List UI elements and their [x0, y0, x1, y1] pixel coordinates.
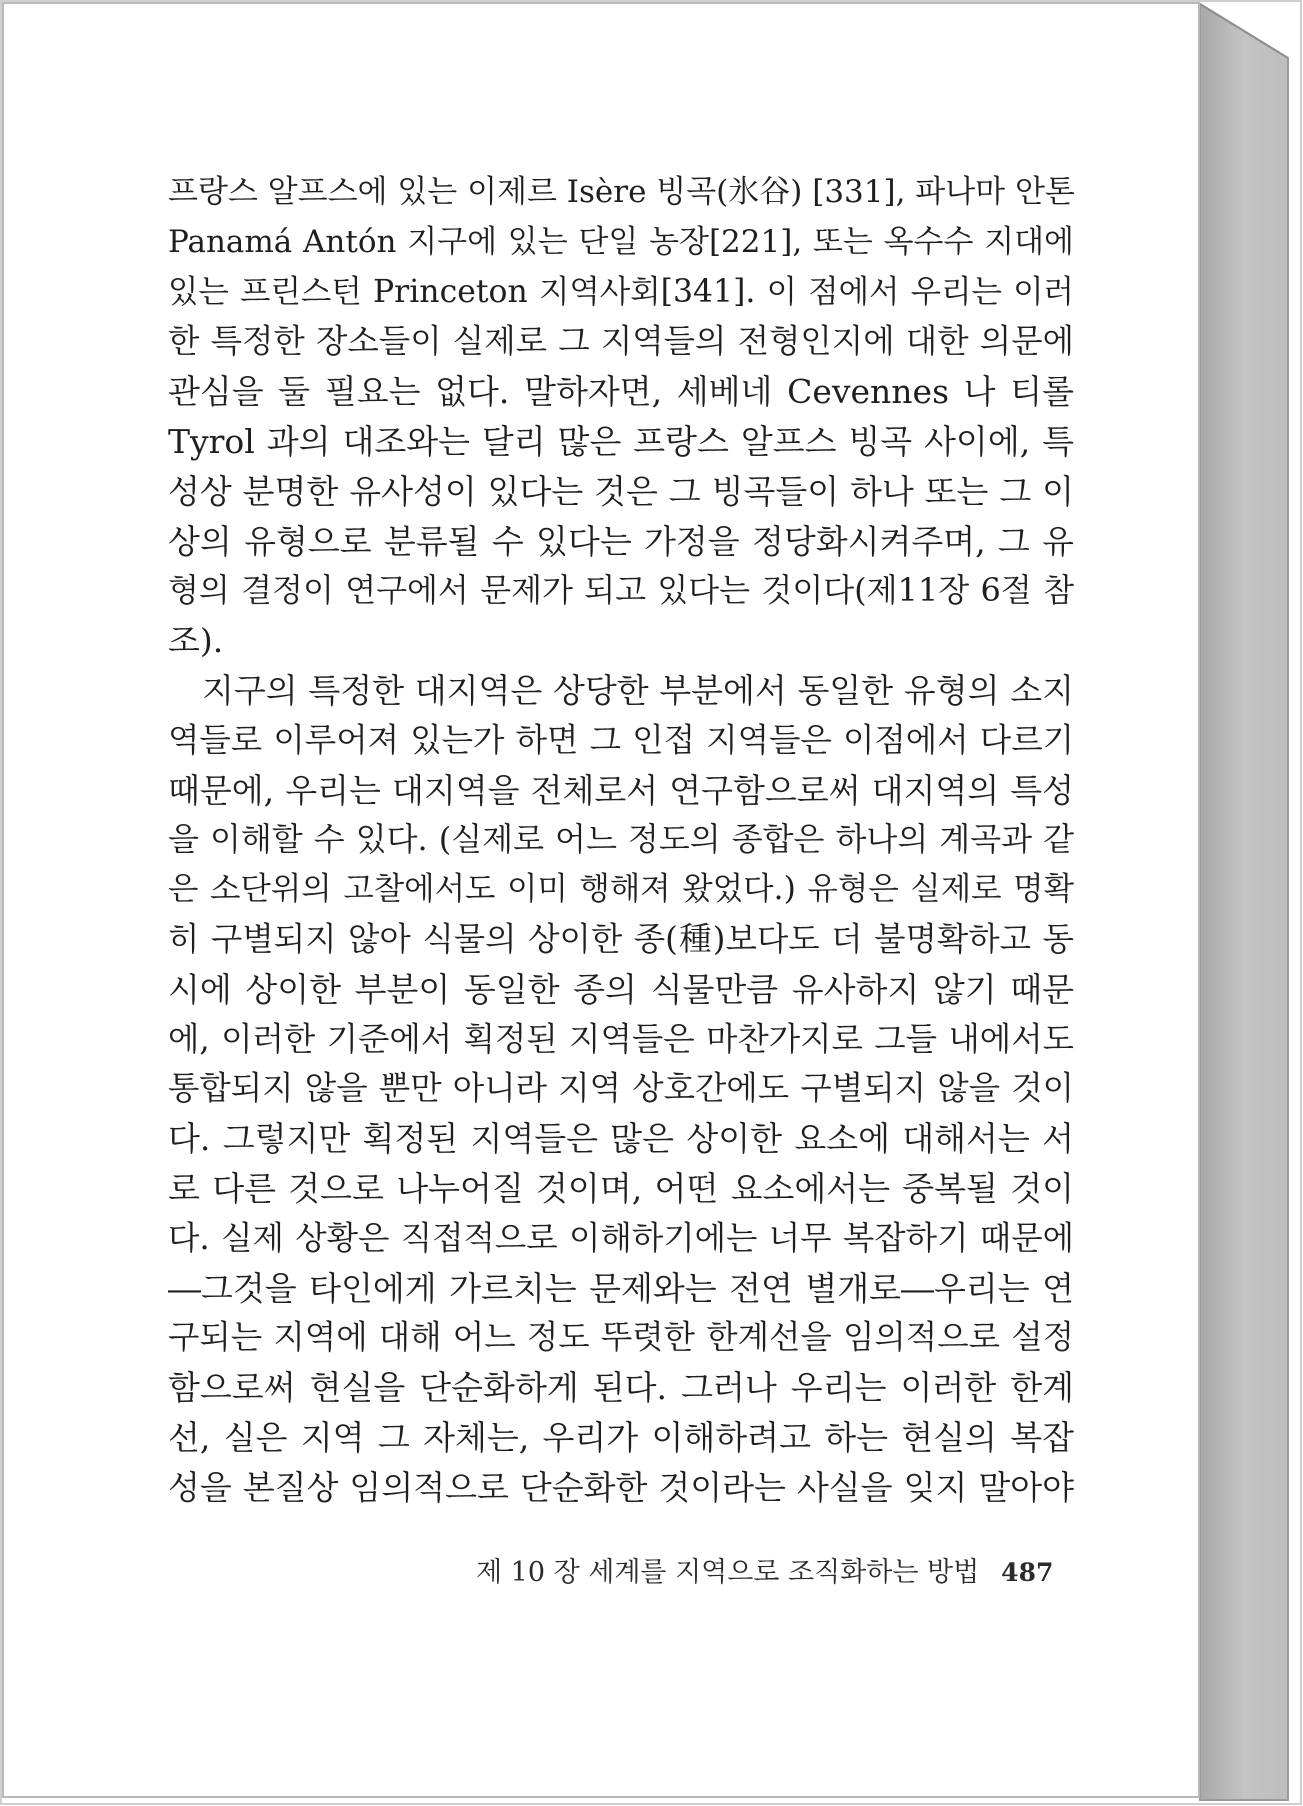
text-line: 한 특정한 장소들이 실제로 그 지역들의 전형인지에 대한 의문에 — [168, 322, 1074, 361]
paragraph-1 — [168, 168, 1074, 666]
text-line: 히 구별되지 않아 식물의 상이한 종(種)보다도 더 불명확하고 동 — [168, 919, 1074, 958]
body-text — [168, 168, 1074, 1513]
text-line: 통합되지 않을 뿐만 아니라 지역 상호간에도 구별되지 않을 것이 — [168, 1069, 1074, 1108]
text-line: 형의 결정이 연구에서 문제가 되고 있다는 것이다(제11장 6절 참 — [168, 571, 1074, 610]
book-side-face — [1200, 4, 1288, 1800]
paragraph-2 — [168, 666, 1074, 1513]
text-line: 로 다른 것으로 나누어질 것이며, 어떤 요소에서는 중복될 것이 — [168, 1168, 1074, 1208]
text-line: 구되는 지역에 대해 어느 정도 뚜렷한 한계선을 임의적으로 설정 — [168, 1318, 1074, 1357]
text-line: 때문에, 우리는 대지역을 전체로서 연구함으로써 대지역의 특성 — [168, 770, 1074, 810]
text-line: 지구의 특정한 대지역은 상당한 부분에서 동일한 유형의 소지 — [202, 670, 1074, 710]
text-line: 관심을 둘 필요는 없다. 말하자면, 세베네 Cevennes 나 티롤 — [168, 372, 1074, 412]
text-line: 있는 프린스턴 Princeton 지역사회[341]. 이 점에서 우리는 이러 — [168, 273, 1074, 310]
text-line: 다. 그렇지만 획정된 지역들은 많은 상이한 요소에 대해서는 서 — [168, 1119, 1074, 1159]
text-line: 시에 상이한 부분이 동일한 종의 식물만큼 유사하지 않기 때문 — [168, 969, 1074, 1009]
text-line: Tyrol 과의 대조와는 달리 많은 프랑스 알프스 빙곡 사이에, 특 — [168, 421, 1074, 461]
text-line: ―그것을 타인에게 가르치는 문제와는 전연 별개로―우리는 연 — [168, 1268, 1074, 1308]
text-line: Panamá Antón 지구에 있는 단일 농장[221], 또는 옥수수 지대에 — [168, 223, 1074, 260]
text-line: 함으로써 현실을 단순화하게 된다. 그러나 우리는 이러한 한계 — [168, 1368, 1074, 1408]
text-line: 성상 분명한 유사성이 있다는 것은 그 빙곡들이 하나 또는 그 이 — [168, 471, 1074, 511]
text-line: 역들로 이루어져 있는가 하면 그 인접 지역들은 이점에서 다르기 — [168, 720, 1074, 759]
text-line: 에, 이러한 기준에서 획정된 지역들은 마찬가지로 그들 내에서도 — [168, 1019, 1074, 1058]
page-number: 487 — [1001, 1558, 1054, 1587]
text-line: 프랑스 알프스에 있는 이제르 Isère 빙곡(氷谷) [331], 파나마 안톤 — [168, 174, 1075, 210]
text-line: 을 이해할 수 있다. (실제로 어느 정도의 종합은 하나의 계곡과 같 — [168, 820, 1074, 859]
text-line: 성을 본질상 임의적으로 단순화한 것이라는 사실을 잊지 말아야 — [168, 1467, 1074, 1507]
running-footer — [476, 1550, 1076, 1589]
text-line: 선, 실은 지역 그 자체는, 우리가 이해하려고 하는 현실의 복잡 — [168, 1417, 1074, 1457]
text-line: 조). — [168, 621, 224, 661]
text-line: 은 소단위의 고찰에서도 이미 행해져 왔었다.) 유형은 실제로 명확 — [168, 871, 1074, 908]
text-line: 상의 유형으로 분류될 수 있다는 가정을 정당화시켜주며, 그 유 — [168, 521, 1074, 561]
text-line: 다. 실제 상황은 직접적으로 이해하기에는 너무 복잡하기 때문에 — [168, 1218, 1074, 1257]
chapter-title: 제 10 장 세계를 지역으로 조직화하는 방법 — [476, 1557, 980, 1588]
